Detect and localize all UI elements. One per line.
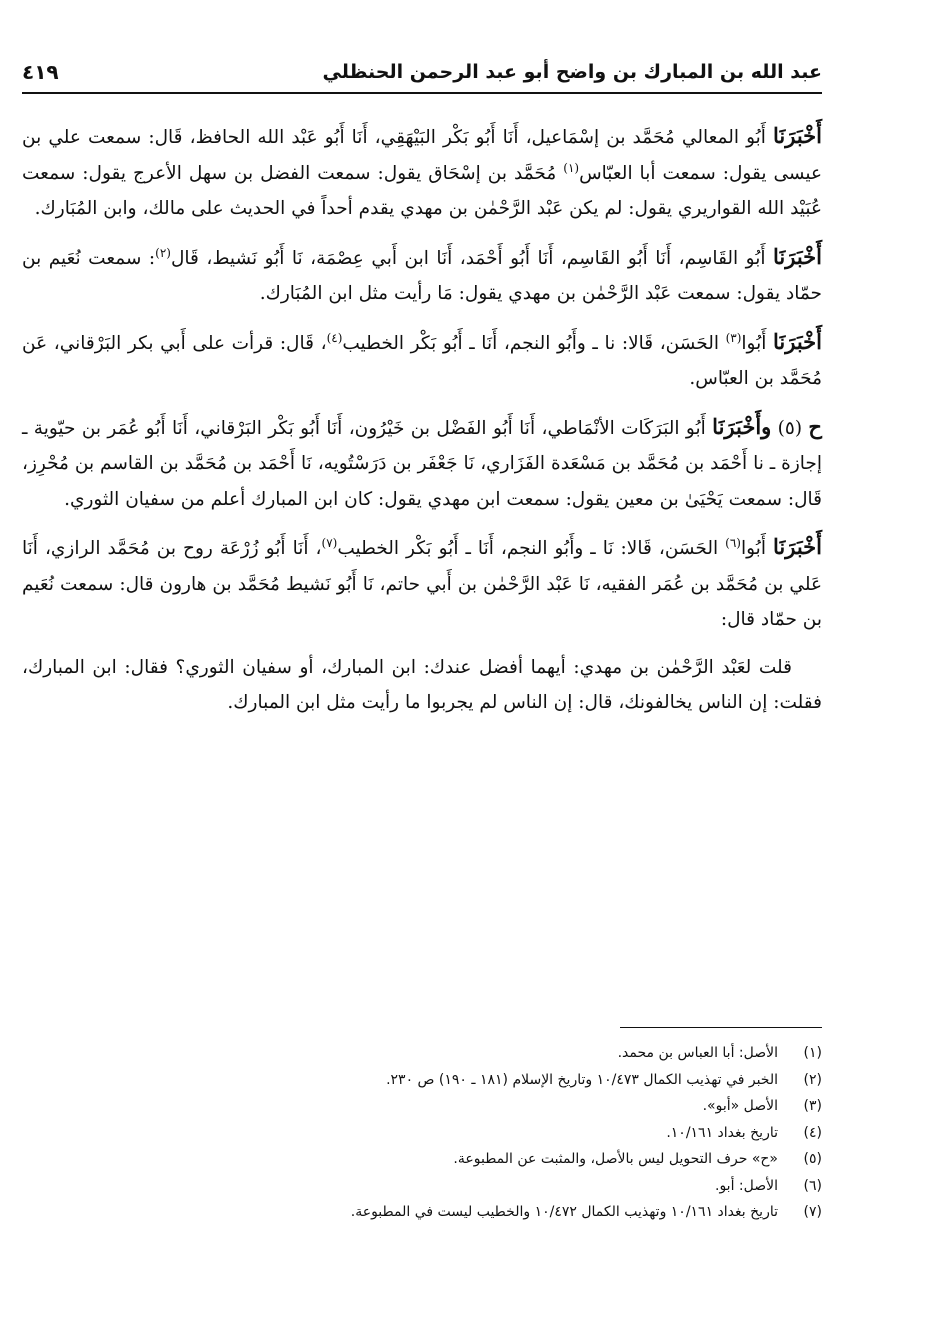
footnote-item (22, 1146, 822, 1173)
footnote-text: الأصل: أبا العباس بن محمد. (617, 1045, 778, 1061)
paragraph-text: الحَسَن، قَالا: نَا ـ وأَبُو النجم، أَنَا ـ أَبُو بَكْر الخطيب (337, 538, 726, 559)
footnote-item (22, 1173, 822, 1200)
paragraph-text: قلت لعَبْد الرَّحْمٰن بن مهدي: أيهما أفضل عندك: ابن المبارك، أو سفيان الثوري؟ فقال: ابن المبارك، فقلت: إن الناس يخالفونك، قال: إن الناس لم يجربوا ما رأيت مثل ابن المبارك. (22, 656, 822, 713)
footnote-text: الخبر في تهذيب الكمال ١٠/٤٧٣ وتاريخ الإسلام (١٨١ ـ ١٩٠) ص ٢٣٠. (386, 1071, 778, 1088)
paragraph-lead: أَخْبَرَنَا (773, 243, 822, 269)
paragraph-text: أَبُو القَاسِم، أَنَا أَبُو القَاسِم، أَنَا أَبُو أَحْمَد، أَنَا ابن أَبي عِصْمَة، نَا أَبُو نَشيط، قَال (170, 247, 773, 269)
paragraph-lead: أَخْبَرَنَا (773, 123, 822, 148)
paragraph-text: أَبُوا (741, 332, 774, 354)
paragraph-text: أَبُو المعالي مُحَمَّد بن إسْمَاعيل، أَنَا أَبُو بَكْر البَيْهَقِي، أَنَا أَبُو عَبْد الله الحافظ، قَال: سمعت علي بن عيسى يقول: سمعت أبا العبّاس (22, 127, 822, 184)
paragraph-lead: أَخْبَرَنَا (773, 328, 822, 354)
paragraph-4 (22, 409, 822, 518)
footnote-ref: (٢) (155, 245, 171, 260)
footnote-ref: (٦) (725, 535, 741, 550)
footnote-number: (٤) (803, 1124, 822, 1141)
footnote-text: تاريخ بغداد ١٠/١٦١. (666, 1124, 778, 1141)
footnote-text: «ح» حرف التحويل ليس بالأصل، والمثبت عن المطبوعة. (453, 1151, 778, 1167)
footnote-item (22, 1040, 822, 1067)
paragraph-lead: أَخْبَرَنَا (773, 534, 822, 559)
footnote-number: (٣) (803, 1098, 822, 1114)
footnote-item (22, 1067, 822, 1094)
page-number: ٤١٩ (22, 60, 59, 84)
footnote-item (22, 1120, 822, 1147)
footnote-ref: (٧) (321, 535, 338, 550)
footnote-ref: (١) (563, 160, 580, 175)
paragraph-lead-secondary: وأَخْبَرَنَا (712, 413, 772, 439)
paragraph-text: ، أَنَا أَبُو زُرْعَة روح بن مُحَمَّد الرازي، أَنَا عَلي بن مُحَمَّد بن عُمَر الفقيه، نَا عَبْد الرَّحْمٰن بن أَبي حاتم، نَا أَبُو نَشيط مُحَمَّد بن هارون قال: سمعت نُعَيم بن حمّاد قال: (22, 538, 822, 630)
paragraph-5 (22, 529, 822, 638)
paragraph-3 (22, 324, 822, 397)
footnote-ref: (٥) (771, 417, 809, 439)
footnote-number: (٢) (803, 1071, 822, 1088)
running-title: عبد الله بن المبارك بن واضح أبو عبد الرحمن الحنظلي (322, 61, 822, 83)
paragraph-text: : سمعت نُعَيم بن حمّاد يقول: سمعت عَبْد الرَّحْمٰن بن مهدي يقول: مَا رأيت مثل ابن المُبَارك. (22, 247, 822, 304)
footnote-text: الأصل «أبو». (702, 1098, 778, 1114)
paragraph-text: ، قَال: قرأت على أَبي بكر البَرْقاني، عَن مُحَمَّد بن العبّاس. (22, 332, 822, 389)
paragraph-text: أَبُو البَرَكَات الأنْمَاطي، أَنَا أَبُو الفَضْل بن خَيْرُون، أَنَا أَبُو بَكْر البَرْقاني، أَنَا أَبُو عُمَر بن حيّوية ـ إجازة ـ نا أَحْمَد بن مُحَمَّد بن مَسْعَدة الفَزَاري، نَا جَعْفَر بن دَرَسْتُويه، نَا أَحْمَد بن مُحَمَّد بن القاسم بن مُحْرِز، قَال: سمعت يَحْيَىٰ بن معين يقول: سمعت ابن مهدي يقول: كان ابن المبارك أعلم من سفيان الثوري. (22, 417, 822, 510)
footnote-text: الأصل: أبو. (715, 1177, 778, 1194)
paragraph-lead: ح (808, 413, 822, 439)
page-header (22, 52, 822, 94)
paragraph-6 (22, 650, 822, 721)
footnote-text: تاريخ بغداد ١٠/١٦١ وتهذيب الكمال ١٠/٤٧٢ والخطيب ليست في المطبوعة. (350, 1204, 778, 1220)
paragraph-2 (22, 239, 822, 312)
footnotes (22, 1040, 822, 1226)
footnote-separator (620, 1027, 822, 1028)
paragraph-text: مُحَمَّد بن إسْحَاق يقول: سمعت الفضل بن سهل الأعرج يقول: سمعت عُبَيْد الله القواريري يقول: لم يكن عَبْد الرَّحْمٰن بن مهدي يقدم أحداً في الحديث على مالك، وابن المُبَارك. (22, 162, 822, 219)
footnote-number: (٥) (803, 1151, 822, 1167)
paragraph-text: أَبُوا (740, 538, 773, 559)
paragraph-text: الحَسَن، قَالا: نا ـ وأَبُو النجم، أَنَا ـ أَبُو بَكْر الخطيب (342, 332, 726, 354)
footnote-item (22, 1093, 822, 1120)
footnote-number: (١) (803, 1045, 822, 1061)
footnote-item (22, 1199, 822, 1226)
footnote-ref: (٣) (725, 330, 742, 345)
footnote-number: (٦) (803, 1177, 822, 1194)
paragraph-1 (22, 118, 822, 227)
footnote-ref: (٤) (326, 330, 343, 345)
main-text (22, 118, 822, 733)
footnote-number: (٧) (803, 1204, 822, 1220)
